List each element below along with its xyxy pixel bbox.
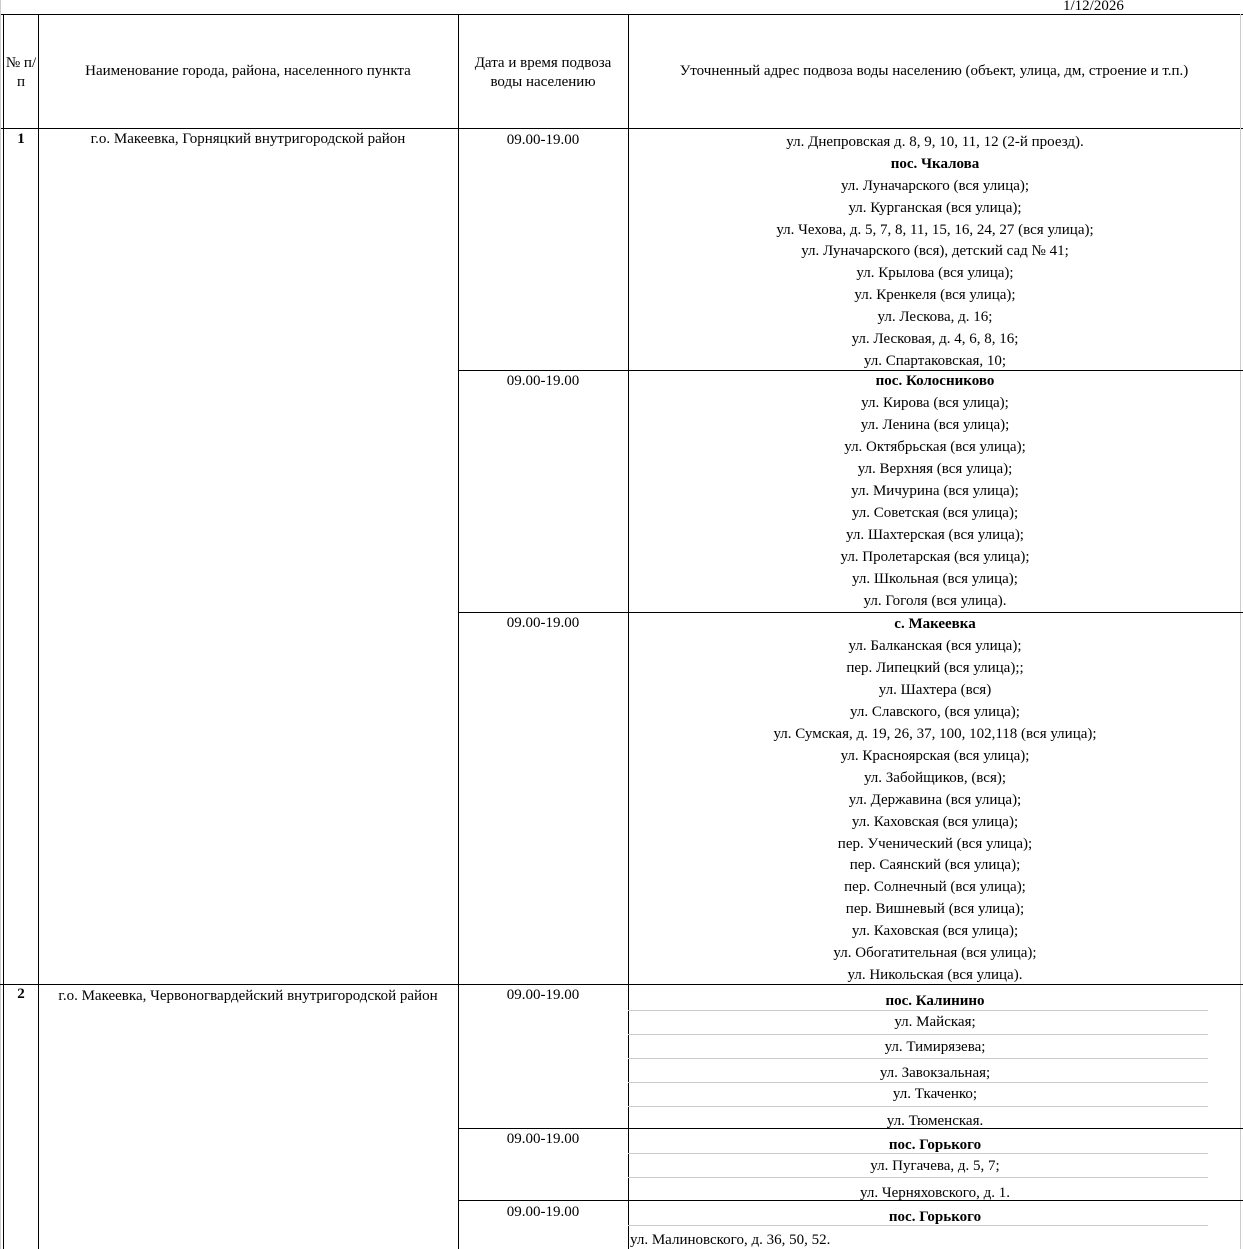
row-1-block-sep-1 bbox=[458, 370, 1243, 371]
settlement-heading: пос. Колосниково bbox=[875, 373, 995, 389]
left-margin-line bbox=[0, 0, 1, 1249]
gridline bbox=[628, 1058, 1208, 1059]
document-date: 1/12/2026 bbox=[1063, 0, 1124, 14]
address-line: ул. Днепровская д. 8, 9, 10, 11, 12 (2-й проезд). bbox=[786, 134, 1084, 150]
settlement-heading: пос. Горького bbox=[888, 1137, 982, 1153]
header-address: Уточненный адрес подвоза воды населению (объект, улица, дм, строение и т.п.) bbox=[679, 63, 1189, 79]
gridline bbox=[628, 1082, 1208, 1083]
row-1-locality: г.о. Макеевка, Горняцкий внутригородской район bbox=[90, 131, 406, 147]
address-line: ул. Обогатительная (вся улица); bbox=[833, 945, 1037, 961]
address-line: ул. Кирова (вся улица); bbox=[861, 395, 1009, 411]
address-line: ул. Тюменская. bbox=[886, 1113, 984, 1129]
address-line: ул. Шахтерская (вся улица); bbox=[846, 527, 1024, 543]
address-line: ул. Спартаковская, 10; bbox=[863, 353, 1007, 369]
address-line: ул. Курганская (вся улица); bbox=[848, 200, 1022, 216]
col-border-0 bbox=[3, 14, 4, 1249]
table-top-border bbox=[0, 14, 1243, 15]
row-2-block-2-time: 09.00-19.00 bbox=[506, 1131, 580, 1147]
address-line: ул. Никольская (вся улица). bbox=[847, 967, 1023, 983]
settlement-heading: пос. Калинино bbox=[885, 993, 985, 1009]
address-line: ул. Черняховского, д. 1. bbox=[860, 1185, 1010, 1201]
row-1-block-sep-2 bbox=[458, 612, 1243, 613]
row-2-block-1-time: 09.00-19.00 bbox=[506, 987, 580, 1003]
address-line: ул. Луначарского (вся), детский сад № 41; bbox=[801, 243, 1069, 259]
gridline bbox=[628, 1177, 1208, 1178]
settlement-heading: пос. Чкалова bbox=[890, 156, 980, 172]
address-line: ул. Завокзальная; bbox=[879, 1065, 991, 1081]
settlement-heading: с. Макеевка bbox=[894, 616, 976, 632]
address-line: ул. Каховская (вся улица); bbox=[851, 923, 1019, 939]
row-1-block-2-time: 09.00-19.00 bbox=[506, 373, 580, 389]
gridline bbox=[628, 1106, 1208, 1107]
address-line: ул. Чехова, д. 5, 7, 8, 11, 15, 16, 24, 27 (вся улица); bbox=[776, 222, 1094, 238]
address-line: ул. Мичурина (вся улица); bbox=[851, 483, 1019, 499]
row-2-locality: г.о. Макеевка, Червоногвардейский внутригородской район bbox=[58, 988, 438, 1004]
address-line: пер. Ученический (вся улица); bbox=[837, 836, 1033, 852]
address-line: пер. Солнечный (вся улица); bbox=[844, 879, 1026, 895]
row-1-number: 1 bbox=[17, 131, 25, 147]
address-line: ул. Красноярская (вся улица); bbox=[840, 748, 1030, 764]
address-line: ул. Ленина (вся улица); bbox=[860, 417, 1010, 433]
address-line: пер. Липецкий (вся улица);; bbox=[846, 660, 1024, 676]
address-line: пер. Саянский (вся улица); bbox=[849, 857, 1021, 873]
address-line: ул. Пролетарская (вся улица); bbox=[840, 549, 1030, 565]
header-num: № п/п bbox=[5, 55, 37, 90]
col-border-1 bbox=[38, 14, 39, 1249]
row-1-block-1-time: 09.00-19.00 bbox=[506, 132, 580, 148]
row-2-number: 2 bbox=[17, 986, 25, 1002]
address-line: ул. Верхняя (вся улица); bbox=[857, 461, 1013, 477]
address-line: ул. Лесковая, д. 4, 6, 8, 16; bbox=[851, 331, 1019, 347]
gridline bbox=[628, 1010, 1208, 1011]
address-line: ул. Лескова, д. 16; bbox=[877, 309, 993, 325]
row-2-top-border bbox=[0, 984, 1243, 985]
address-line: ул. Шахтера (вся) bbox=[878, 682, 992, 698]
address-line: ул. Майская; bbox=[894, 1014, 976, 1030]
header-bottom-border bbox=[0, 128, 1243, 129]
address-line: ул. Советская (вся улица); bbox=[851, 505, 1019, 521]
address-line: ул. Малиновского, д. 36, 50, 52. bbox=[630, 1232, 831, 1248]
address-line: ул. Каховская (вся улица); bbox=[851, 814, 1019, 830]
address-line: пер. Вишневый (вся улица); bbox=[845, 901, 1025, 917]
address-line: ул. Пугачева, д. 5, 7; bbox=[870, 1158, 1000, 1174]
row-1-block-3-time: 09.00-19.00 bbox=[506, 615, 580, 631]
address-line: ул. Ткаченко; bbox=[892, 1086, 978, 1102]
address-line: ул. Тимирязева; bbox=[884, 1039, 986, 1055]
address-line: ул. Крылова (вся улица); bbox=[856, 265, 1014, 281]
address-line: ул. Балканская (вся улица); bbox=[848, 638, 1022, 654]
address-line: ул. Сумская, д. 19, 26, 37, 100, 102,118 (вся улица); bbox=[773, 726, 1097, 742]
row-2-block-3-time: 09.00-19.00 bbox=[506, 1204, 580, 1220]
address-line: ул. Луначарского (вся улица); bbox=[840, 178, 1030, 194]
header-name: Наименование города, района, населенного пункта bbox=[85, 63, 411, 79]
address-line: ул. Школьная (вся улица); bbox=[852, 571, 1018, 587]
address-line: ул. Октябрьская (вся улица); bbox=[844, 439, 1026, 455]
address-line: ул. Забойщиков, (вся); bbox=[863, 770, 1007, 786]
address-line: ул. Кренкеля (вся улица); bbox=[854, 287, 1016, 303]
address-line: ул. Славского, (вся улица); bbox=[850, 704, 1020, 720]
gridline bbox=[628, 1034, 1208, 1035]
address-line: ул. Державина (вся улица); bbox=[848, 792, 1022, 808]
address-line: ул. Гоголя (вся улица). bbox=[863, 593, 1007, 609]
settlement-heading: пос. Горького bbox=[888, 1209, 982, 1225]
header-time: Дата и время подвоза воды населению bbox=[474, 55, 612, 90]
